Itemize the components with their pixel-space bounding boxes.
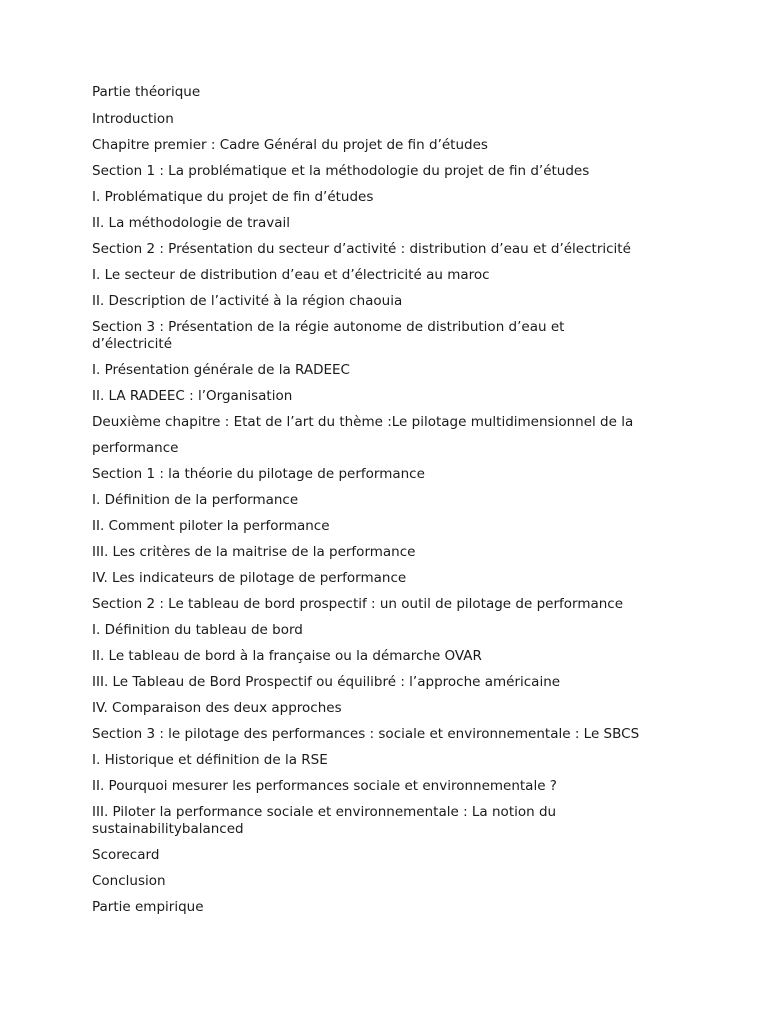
toc-line-item: I. Définition de la performance bbox=[92, 492, 299, 508]
toc-line-item: I. Présentation générale de la RADEEC bbox=[92, 362, 350, 378]
toc-line-item: III. Piloter la performance sociale et environnementale : La notion du sustainabilitybalanced bbox=[92, 804, 557, 837]
toc-line-item: I. Définition du tableau de bord bbox=[92, 622, 303, 638]
toc-line-item: II. Description de l’activité à la région chaouia bbox=[92, 293, 403, 309]
toc-line-partie-empirique: Partie empirique bbox=[92, 899, 204, 915]
toc-line-performance: performance bbox=[92, 440, 179, 456]
toc-line-item: II. La méthodologie de travail bbox=[92, 215, 290, 231]
toc-line-section-2: Section 2 : Le tableau de bord prospectif : un outil de pilotage de performance bbox=[92, 596, 624, 612]
toc-line-item: I. Historique et définition de la RSE bbox=[92, 752, 328, 768]
toc-line-chapitre-premier: Chapitre premier : Cadre Général du projet de fin d’études bbox=[92, 137, 488, 153]
toc-line-item: IV. Les indicateurs de pilotage de performance bbox=[92, 570, 407, 586]
toc-line-item: II. Pourquoi mesurer les performances sociale et environnementale ? bbox=[92, 778, 557, 794]
table-of-contents bbox=[92, 84, 692, 916]
toc-line-section-1: Section 1 : La problématique et la méthodologie du projet de fin d’études bbox=[92, 163, 590, 179]
toc-line-item: I. Le secteur de distribution d’eau et d’électricité au maroc bbox=[92, 267, 490, 283]
toc-line-item: II. LA RADEEC : l’Organisation bbox=[92, 388, 293, 404]
toc-line-section-3: Section 3 : Présentation de la régie autonome de distribution d’eau et d’électricité bbox=[92, 319, 565, 352]
toc-line-deuxieme-chapitre: Deuxième chapitre : Etat de l’art du thème :Le pilotage multidimensionnel de la bbox=[92, 414, 634, 430]
toc-line-item: I. Problématique du projet de fin d’études bbox=[92, 189, 374, 205]
toc-line-conclusion: Conclusion bbox=[92, 873, 166, 889]
toc-line-scorecard: Scorecard bbox=[92, 847, 160, 863]
toc-line-item: II. Comment piloter la performance bbox=[92, 518, 330, 534]
toc-line-item: III. Les critères de la maitrise de la performance bbox=[92, 544, 416, 560]
toc-line-introduction: Introduction bbox=[92, 111, 174, 127]
toc-line-section-2: Section 2 : Présentation du secteur d’activité : distribution d’eau et d’électricité bbox=[92, 241, 631, 257]
toc-line-item: II. Le tableau de bord à la française ou la démarche OVAR bbox=[92, 648, 482, 664]
toc-line-section-1: Section 1 : la théorie du pilotage de performance bbox=[92, 466, 425, 482]
toc-line-partie-theorique: Partie théorique bbox=[92, 84, 201, 100]
toc-line-item: III. Le Tableau de Bord Prospectif ou équilibré : l’approche américaine bbox=[92, 674, 561, 690]
toc-line-item: IV. Comparaison des deux approches bbox=[92, 700, 342, 716]
toc-line-section-3: Section 3 : le pilotage des performances : sociale et environnementale : Le SBCS bbox=[92, 726, 640, 742]
